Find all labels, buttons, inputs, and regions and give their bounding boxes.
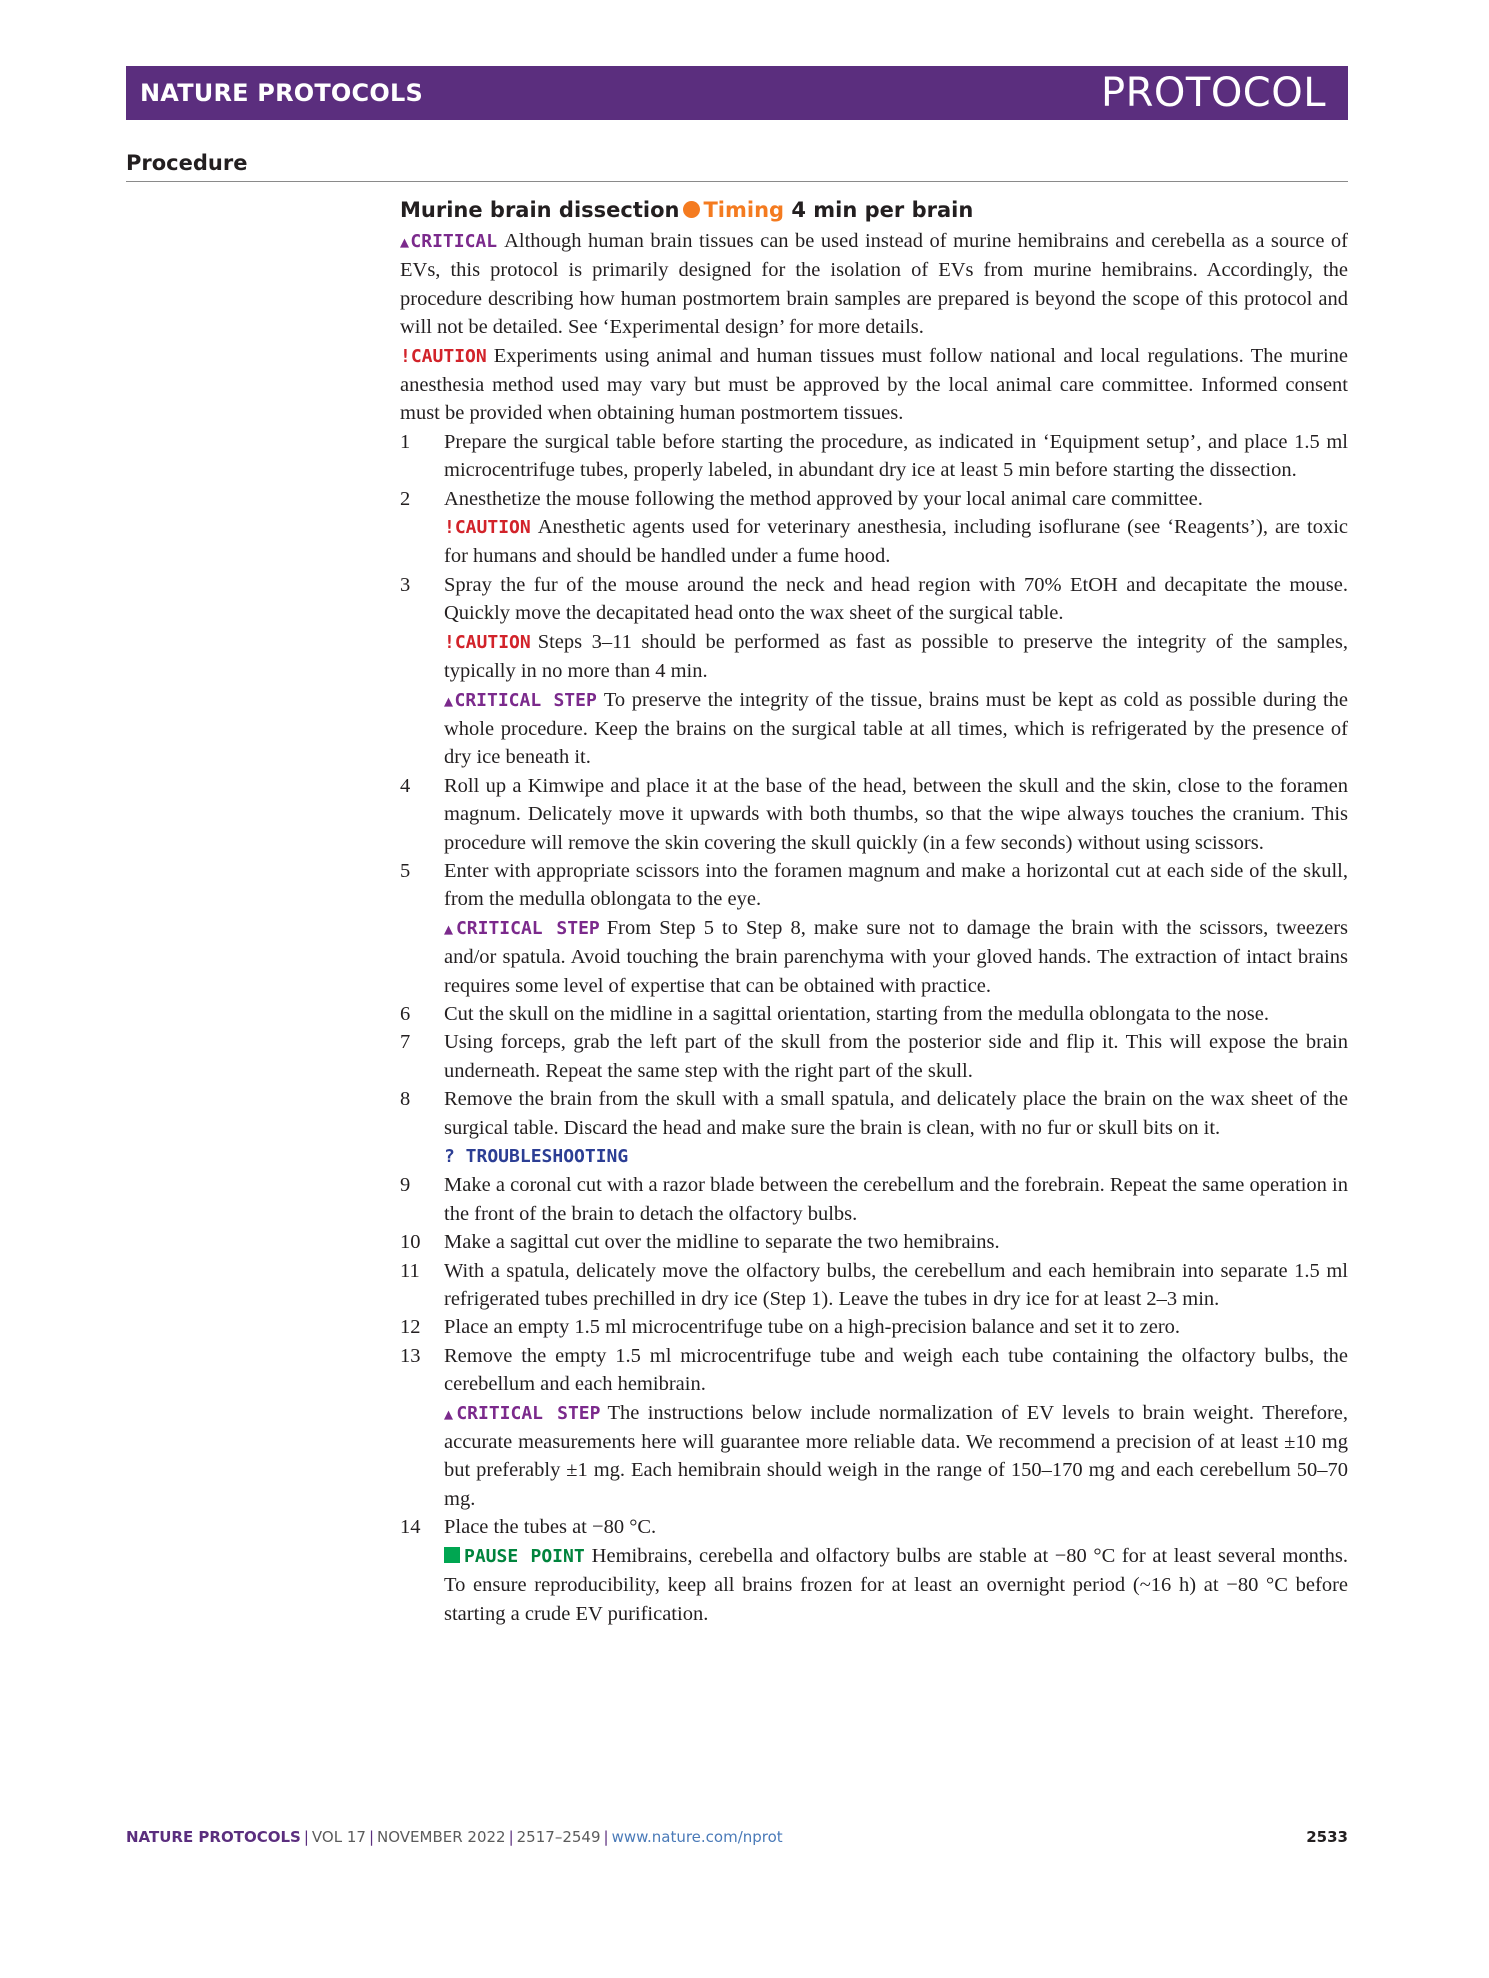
critical-tag — [444, 918, 600, 939]
step-number: 6 — [400, 1002, 411, 1025]
step-number: 7 — [400, 1031, 411, 1054]
step-item — [400, 1085, 1348, 1171]
step-text: Prepare the surgical table before starting the procedure, as indicated in ‘Equipment setup’, and place 1.5 ml microcentrifuge tubes, properly labeled, in abundant dry ice at least 5 min before starting the dissection. — [444, 430, 1348, 482]
step-number: 9 — [400, 1174, 411, 1197]
note-text: Anesthetic agents used for veterinary anesthesia, including isoflurane (see ‘Reagents’), are toxic for humans and should be handled under a fume hood. — [444, 516, 1348, 568]
step-text: With a spatula, delicately move the olfactory bulbs, the cerebellum and each hemibrain into separate 1.5 ml refrigerated tubes prechilled in dry ice (Step 1). Leave the tubes in dry ice for at least 2–3 min. — [444, 1259, 1348, 1311]
critical-tag — [444, 690, 597, 711]
tag-label: CRITICAL — [410, 231, 498, 252]
step-text: Enter with appropriate scissors into the foramen magnum and make a horizontal cut at each side of the skull, from the medulla oblongata to the eye. — [444, 859, 1348, 911]
step-number: 12 — [400, 1316, 421, 1339]
step-item — [400, 485, 1348, 571]
step-item — [400, 857, 1348, 1000]
critical-step-note — [444, 686, 1348, 772]
note-text: Steps 3–11 should be performed as fast as possible to preserve the integrity of the samples, typically in no more than 4 min. — [444, 630, 1348, 683]
pause-square-icon — [444, 1547, 460, 1563]
step-number: 1 — [400, 430, 411, 453]
critical-intro-note — [400, 227, 1348, 342]
step-text: Spray the fur of the mouse around the neck and head region with 70% EtOH and decapitate the mouse. Quickly move the decapitated head onto the wax sheet of the surgical table. — [444, 573, 1348, 625]
step-item — [400, 1257, 1348, 1314]
journal-header-bar — [126, 66, 1348, 120]
step-item — [400, 772, 1348, 857]
page-number: 2533 — [1306, 1828, 1348, 1846]
critical-step-note — [444, 1399, 1348, 1514]
pause-step-note — [444, 1542, 1348, 1628]
footer-citation: NATURE PROTOCOLS | VOL 17 | NOVEMBER 2022 | 2517–2549 | www.nature.com/nprot — [126, 1828, 783, 1846]
step-number: 5 — [400, 859, 411, 882]
step-text: Anesthetize the mouse following the method approved by your local animal care committee. — [444, 487, 1203, 510]
note-text: To preserve the integrity of the tissue, brains must be kept as cold as possible during the whole procedure. Keep the brains on the surgical table at all times, which is refrigerated by the presence of dry ice beneath it. — [444, 688, 1348, 769]
note-text: Experiments using animal and human tissues must follow national and local regulations. The murine anesthesia method used may vary but must be approved by the local animal care committee. Informed consent must be provided when obtaining human postmortem tissues. — [400, 344, 1348, 425]
tag-label: CAUTION — [454, 517, 531, 539]
footer-journal: NATURE PROTOCOLS — [126, 1828, 301, 1846]
trouble-step-note — [444, 1142, 1348, 1171]
note-text: From Step 5 to Step 8, make sure not to damage the brain with the scissors, tweezers and/or spatula. Avoid touching the brain parenchyma with your gloved hands. The extraction of intact brains requires some level of expertise that can be obtained with practice. — [444, 916, 1348, 997]
step-number: 10 — [400, 1231, 421, 1254]
timing-dot-icon — [683, 201, 700, 218]
caution-step-note — [444, 628, 1348, 686]
tag-label: CRITICAL STEP — [456, 1402, 601, 1424]
exclamation-icon: ! — [444, 631, 455, 653]
caution-intro-note — [400, 342, 1348, 428]
timing-label: Timing — [703, 198, 785, 222]
triangle-icon: ▲ — [444, 919, 456, 938]
footer-url-link[interactable]: www.nature.com/nprot — [611, 1828, 783, 1846]
step-number: 14 — [400, 1516, 421, 1539]
step-text: Cut the skull on the midline in a sagittal orientation, starting from the medulla oblongata to the nose. — [444, 1002, 1269, 1025]
tag-label: CAUTION — [454, 631, 531, 653]
tag-label: CRITICAL STEP — [454, 689, 597, 711]
step-text: Make a coronal cut with a razor blade between the cerebellum and the forebrain. Repeat the same operation in the front of the brain to detach the olfactory bulbs. — [444, 1174, 1348, 1225]
triangle-icon: ▲ — [444, 1404, 457, 1423]
step-text: Place the tubes at −80 °C. — [444, 1516, 657, 1539]
note-text: Although human brain tissues can be used instead of murine hemibrains and cerebella as a source of EVs, this protocol is primarily designed for the isolation of EVs from murine hemibrains. Accordingly, the procedure describing how human postmortem brain samples are prepared is beyond the scope of this protocol and will not be detailed. See ‘Experimental design’ for more details. — [400, 230, 1348, 339]
critical-step-note — [444, 914, 1348, 1000]
article-type: PROTOCOL — [1100, 70, 1326, 116]
step-item — [400, 1313, 1348, 1341]
critical-tag — [400, 231, 497, 252]
footer-date: NOVEMBER 2022 — [377, 1828, 506, 1846]
caution-tag — [400, 346, 487, 367]
step-item — [400, 571, 1348, 772]
critical-tag — [444, 1403, 600, 1424]
note-text: Hemibrains, cerebella and olfactory bulbs are stable at −80 °C for at least several months. To ensure reproducibility, keep all brains frozen for at least an overnight period (~16 h) at −80 °C before starting a crude EV purification. — [444, 1544, 1348, 1625]
step-text: Roll up a Kimwipe and place it at the base of the head, between the skull and the skin, close to the foramen magnum. Delicately move it upwards with both thumbs, so that the wipe always touches the cranium. This procedure will remove the skin covering the skull quickly (in a few seconds) without using scissors. — [444, 774, 1348, 854]
step-number: 13 — [400, 1344, 421, 1367]
step-number: 4 — [400, 774, 411, 797]
tag-label: CRITICAL STEP — [455, 917, 600, 939]
page-footer — [126, 1828, 1348, 1846]
footer-volume: VOL 17 — [311, 1828, 366, 1846]
step-item — [400, 1171, 1348, 1228]
protocol-content — [400, 196, 1348, 1628]
triangle-icon: ▲ — [400, 233, 411, 251]
subsection-title: Murine brain dissection — [400, 198, 680, 222]
procedure-steps — [400, 428, 1348, 1628]
tag-label: ? TROUBLESHOOTING — [444, 1146, 629, 1167]
caution-tag — [444, 517, 531, 538]
note-text: The instructions below include normalization of EV levels to brain weight. Therefore, accurate measurements here will guarantee more reliable data. We recommend a precision of at least ±10 mg but preferably ±1 mg. Each hemibrain should weigh in the range of 150–170 mg and each cerebellum 50–70 mg. — [444, 1401, 1349, 1510]
timing-value: 4 min per brain — [791, 198, 974, 222]
step-item — [400, 1513, 1348, 1628]
step-number: 2 — [400, 487, 411, 510]
step-text: Remove the empty 1.5 ml microcentrifuge tube and weigh each tube containing the olfactory bulbs, the cerebellum and each hemibrain. — [444, 1344, 1348, 1396]
step-text: Place an empty 1.5 ml microcentrifuge tube on a high-precision balance and set it to zero. — [444, 1316, 1181, 1339]
exclamation-icon: ! — [400, 345, 411, 367]
step-text: Make a sagittal cut over the midline to separate the two hemibrains. — [444, 1231, 1000, 1254]
step-text: Using forceps, grab the left part of the skull from the posterior side and flip it. This will expose the brain underneath. Repeat the same step with the right part of the skull. — [444, 1031, 1348, 1082]
step-number: 11 — [400, 1259, 420, 1282]
step-item — [400, 428, 1348, 485]
journal-name: NATURE PROTOCOLS — [140, 79, 423, 107]
caution-tag — [444, 632, 531, 653]
tag-label: PAUSE POINT — [464, 1545, 585, 1567]
step-text: Remove the brain from the skull with a small spatula, and delicately place the brain on the wax sheet of the surgical table. Discard the head and make sure the brain is clean, with no fur or skull bits on it. — [444, 1088, 1348, 1139]
pause-point-tag — [444, 1546, 585, 1567]
step-number: 3 — [400, 573, 411, 596]
exclamation-icon: ! — [444, 517, 455, 539]
triangle-icon: ▲ — [444, 691, 455, 710]
footer-pages: 2517–2549 — [516, 1828, 601, 1846]
subsection-heading — [400, 196, 1348, 224]
step-item — [400, 1028, 1348, 1085]
intro-notes — [400, 227, 1348, 428]
step-item — [400, 1228, 1348, 1256]
troubleshooting-tag — [444, 1146, 628, 1167]
caution-step-note — [444, 513, 1348, 571]
section-title: Procedure — [126, 151, 1348, 182]
step-item — [400, 1342, 1348, 1513]
step-number: 8 — [400, 1088, 411, 1111]
step-item — [400, 1000, 1348, 1028]
tag-label: CAUTION — [410, 345, 487, 367]
